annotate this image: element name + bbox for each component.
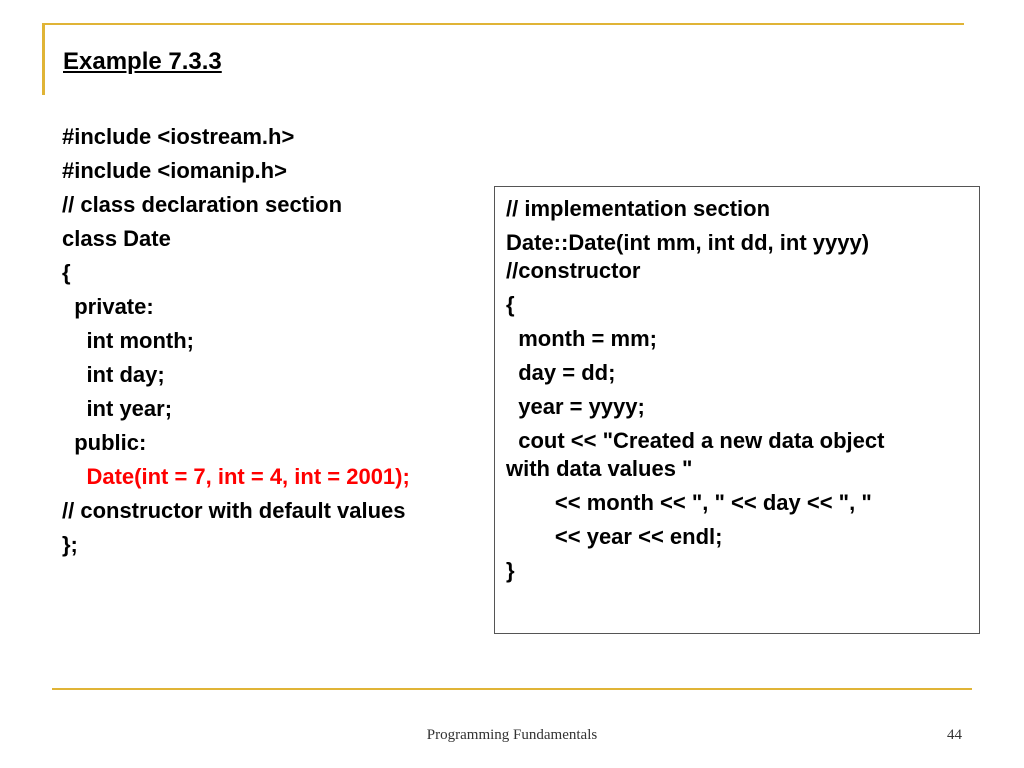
code-line: #include <iomanip.h> [62,158,287,183]
code-line: month = mm; [506,326,657,351]
class-declaration-code [62,120,487,562]
code-line: { [506,292,515,317]
code-line: public: [62,430,147,455]
footer-rule [52,688,972,690]
top-accent-rule [42,23,964,25]
code-line: cout << "Created a new data object [506,428,885,453]
code-line: day = dd; [506,360,616,385]
code-line: Date::Date(int mm, int dd, int yyyy) [506,230,870,255]
code-line: //constructor [506,258,641,283]
code-line: // class declaration section [62,192,343,217]
highlighted-constructor-line: Date(int = 7, int = 4, int = 2001); [62,464,410,489]
code-line: // implementation section [506,196,771,221]
implementation-code-box [494,186,980,634]
code-line: } [506,558,515,583]
code-line: { [62,260,71,285]
code-line: int month; [62,328,194,353]
code-line: #include <iostream.h> [62,124,295,149]
code-line: with data values " [506,456,693,481]
code-line: private: [62,294,154,319]
footer-course-title: Programming Fundamentals [426,727,598,743]
code-line: int year; [62,396,173,421]
code-line: }; [62,532,78,557]
page-number: 44 [947,727,962,743]
left-accent-rule [42,23,45,95]
code-line: class Date [62,226,171,251]
slide-title: Example 7.3.3 [63,48,222,75]
code-line: // constructor with default values [62,498,406,523]
code-line: year = yyyy; [506,394,645,419]
code-line: int day; [62,362,165,387]
code-line: << year << endl; [506,524,723,549]
code-line: << month << ", " << day << ", " [506,490,872,515]
